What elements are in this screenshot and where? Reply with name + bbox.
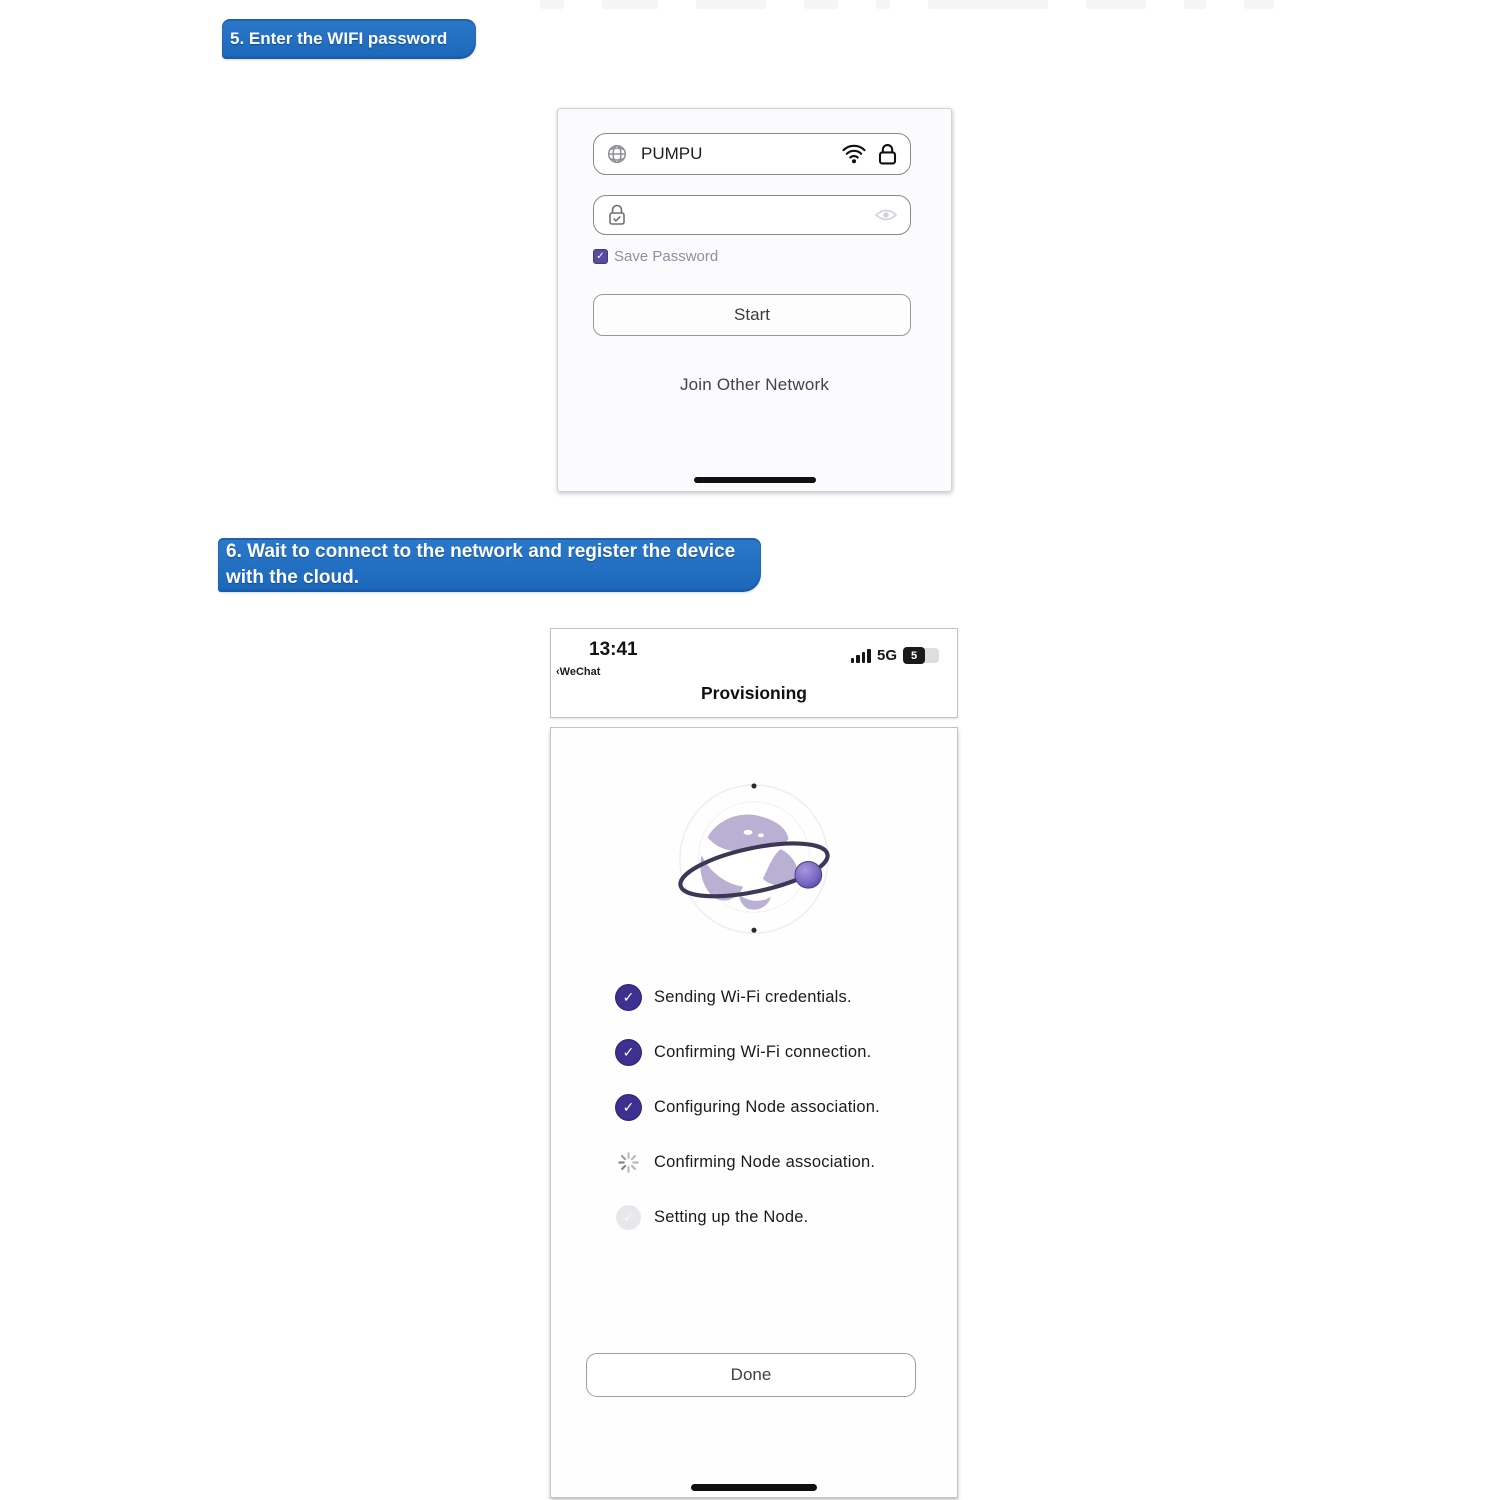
cropped-content-artifact	[540, 0, 1320, 10]
wifi-icon	[841, 144, 867, 164]
save-password-checkbox[interactable]	[593, 249, 608, 264]
battery-level: 5	[903, 647, 925, 664]
eye-off-icon[interactable]	[874, 207, 898, 223]
back-to-wechat-link[interactable]: ‹WeChat	[556, 666, 601, 678]
home-indicator[interactable]	[694, 477, 816, 483]
checklist-item-label: Setting up the Node.	[654, 1207, 809, 1226]
status-and-title-bar	[550, 628, 958, 718]
wifi-password-screen	[557, 108, 952, 492]
checklist-item	[616, 1093, 880, 1121]
checklist-item-label: Sending Wi-Fi credentials.	[654, 987, 852, 1006]
check-circle-muted-icon	[616, 1205, 641, 1230]
lock-icon	[877, 142, 898, 167]
check-circle-icon	[616, 1095, 641, 1120]
checklist-item	[616, 983, 880, 1011]
checklist-item-label: Confirming Wi-Fi connection.	[654, 1042, 872, 1061]
start-button-label: Start	[734, 305, 770, 324]
step5-banner	[222, 19, 476, 59]
checklist-item-label: Confirming Node association.	[654, 1152, 876, 1171]
save-password-label: Save Password	[614, 248, 719, 265]
join-other-network-label: Join Other Network	[679, 375, 830, 394]
password-lock-icon	[606, 202, 628, 228]
network-name-value: PUMPU	[641, 144, 703, 163]
network-name-field[interactable]	[593, 133, 911, 175]
check-circle-icon	[616, 1040, 641, 1065]
checkmark-icon	[623, 1045, 635, 1059]
network-badge: 5G	[876, 647, 897, 664]
step5-banner-label: 5. Enter the WIFI password	[230, 29, 448, 48]
done-button[interactable]	[586, 1353, 916, 1397]
check-circle-icon	[616, 1150, 641, 1175]
checklist-item	[616, 1038, 880, 1066]
check-circle-icon	[616, 985, 641, 1010]
checkmark-icon	[623, 1100, 635, 1114]
checklist-item-label: Configuring Node association.	[654, 1097, 880, 1116]
spinner-icon	[617, 1151, 640, 1174]
password-field[interactable]	[593, 195, 911, 235]
home-indicator[interactable]	[691, 1484, 817, 1491]
step6-banner-label: 6. Wait to connect to the network and register the device with the cloud.	[226, 541, 736, 588]
checkmark-icon	[623, 990, 635, 1004]
globe-icon	[606, 143, 628, 165]
page-title: Provisioning	[701, 683, 807, 703]
join-other-network-link[interactable]	[558, 375, 951, 395]
status-time: 13:41	[589, 639, 638, 660]
provisioning-checklist	[616, 983, 880, 1231]
done-button-label: Done	[730, 1365, 772, 1384]
checkmark-icon	[623, 1210, 635, 1224]
signal-bars-icon	[851, 649, 871, 663]
battery-icon	[903, 647, 941, 664]
provisioning-screen	[550, 628, 958, 1498]
globe-orbit-illustration	[670, 776, 838, 944]
checklist-item	[616, 1203, 880, 1231]
start-button[interactable]	[593, 294, 911, 336]
provisioning-content	[550, 727, 958, 1498]
checklist-item	[616, 1148, 880, 1176]
save-password-row	[593, 248, 718, 265]
step6-banner	[218, 538, 761, 592]
